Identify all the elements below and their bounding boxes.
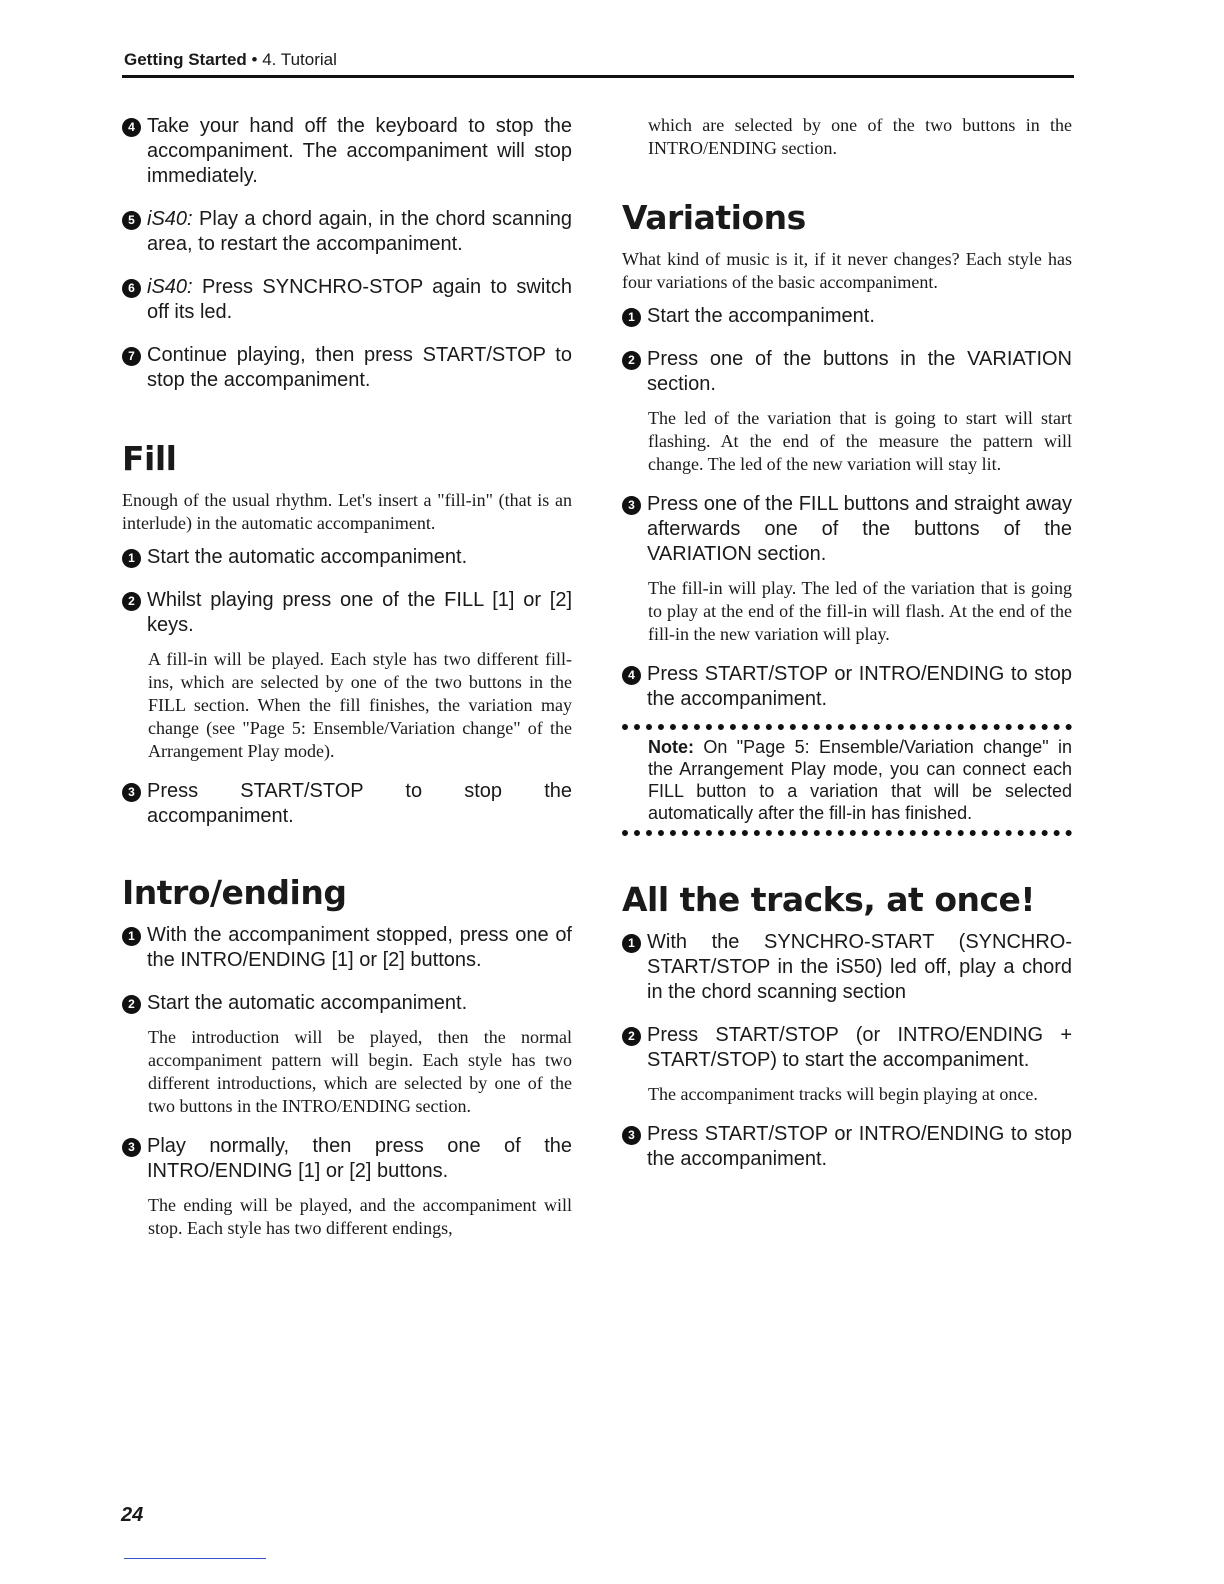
step-number-badge: 1 (122, 549, 141, 568)
all-tracks-step-1 (622, 930, 1072, 1005)
step-text: Press START/STOP or INTRO/ENDING to stop the accompaniment. (647, 663, 1072, 710)
step-text: Press one of the FILL buttons and straight away afterwards one of the buttons of the VARIATION section. (647, 493, 1072, 565)
step-6 (122, 275, 572, 325)
step-text: Start the automatic accompaniment. (147, 546, 468, 568)
step-number-badge: 4 (122, 118, 141, 137)
intro-ending-step-3-body: The ending will be played, and the accompaniment will stop. Each style has two different endings, (148, 1195, 572, 1238)
step-text: Press START/STOP to stop the accompaniment. (147, 780, 572, 827)
fill-intro: Enough of the usual rhythm. Let's insert a "fill-in" (that is an interlude) in the automatic accompaniment. (122, 490, 572, 533)
header-separator: • (251, 50, 258, 69)
variations-step-1 (622, 304, 1072, 329)
running-header (124, 48, 1072, 72)
fill-step-3 (122, 779, 572, 829)
step-text: With the accompaniment stopped, press one of the INTRO/ENDING [1] or [2] buttons. (147, 924, 572, 971)
intro-ending-step-1 (122, 923, 572, 973)
step-number-badge: 2 (622, 1027, 641, 1046)
step-number-badge: 6 (122, 279, 141, 298)
step-text: Whilst playing press one of the FILL [1] or [2] keys. (147, 589, 572, 636)
step-text: Press START/STOP or INTRO/ENDING to stop the accompaniment. (647, 1123, 1072, 1170)
all-tracks-step-2 (622, 1023, 1072, 1073)
step-number-badge: 1 (622, 934, 641, 953)
step-number-badge: 3 (122, 1138, 141, 1157)
intro-ending-step-2-body: The introduction will be played, then the normal accompaniment pattern will begin. Each style has two different introductions, which are selected by one of the two buttons in the INTRO/ENDING section. (148, 1027, 572, 1116)
variations-step-2-body: The led of the variation that is going to start will start flashing. At the end of the measure the pattern will change. The led of the new variation will stay lit. (648, 408, 1072, 474)
fill-step-1 (122, 545, 572, 570)
step-number-badge: 3 (622, 1126, 641, 1145)
fill-step-2-body: A fill-in will be played. Each style has two different fill-ins, which are selected by one of the two buttons in the FILL section. When the fill finishes, the variation may change (see "Page 5: Ensemble/Variation change" of the Arrangement Play mode). (148, 649, 572, 761)
note-box (622, 724, 1072, 836)
intro-ending-step-3 (122, 1134, 572, 1184)
step-number-badge: 5 (122, 211, 141, 230)
variations-heading: Variations (622, 198, 806, 237)
step-text (147, 207, 572, 257)
left-column (122, 114, 572, 1256)
variations-step-2 (622, 347, 1072, 397)
step-number-badge: 2 (122, 995, 141, 1014)
step-number-badge: 7 (122, 347, 141, 366)
step-text: Play normally, then press one of the INTRO/ENDING [1] or [2] buttons. (147, 1135, 572, 1182)
variations-step-3-body: The fill-in will play. The led of the variation that is going to play at the end of the fill-in will flash. At the end of the fill-in the new variation will play. (648, 578, 1072, 644)
step-number-badge: 2 (122, 592, 141, 611)
step-text: Start the accompaniment. (647, 305, 875, 327)
fill-heading: Fill (122, 439, 177, 478)
step-number-badge: 2 (622, 351, 641, 370)
all-tracks-heading: All the tracks, at once! (622, 880, 1035, 919)
note-label: Note: (648, 737, 694, 757)
fill-step-2 (122, 588, 572, 638)
model-label: iS40: (147, 208, 193, 230)
step-number-badge: 1 (622, 308, 641, 327)
page-number: 24 (121, 1504, 144, 1526)
step-text-body: Press SYNCHRO-STOP again to switch off its led. (147, 276, 572, 323)
step-number-badge: 4 (622, 666, 641, 685)
intro-ending-step-2 (122, 991, 572, 1016)
right-column (622, 114, 1072, 1190)
step-text: Press one of the buttons in the VARIATION section. (647, 348, 1072, 395)
variations-step-4 (622, 662, 1072, 712)
intro-ending-heading: Intro/ending (122, 873, 347, 912)
step-text: Take your hand off the keyboard to stop the accompaniment. The accompaniment will stop immediately. (147, 115, 572, 187)
header-section: Getting Started (124, 50, 247, 69)
step-text-body: Play a chord again, in the chord scanning area, to restart the accompaniment. (147, 208, 573, 255)
step-number-badge: 3 (122, 783, 141, 802)
step-number-badge: 3 (622, 496, 641, 515)
step-text: With the SYNCHRO-START (SYNCHRO-START/STOP in the iS50) led off, play a chord in the chord scanning section (647, 931, 1072, 1003)
step-text: Continue playing, then press START/STOP to stop the accompaniment. (147, 344, 572, 391)
step-5 (122, 207, 572, 257)
step-text (147, 275, 572, 325)
variations-intro: What kind of music is it, if it never changes? Each style has four variations of the basic accompaniment. (622, 249, 1072, 292)
all-tracks-step-2-body: The accompaniment tracks will begin playing at once. (648, 1084, 1038, 1104)
step-text: Start the automatic accompaniment. (147, 992, 468, 1014)
note-text: On "Page 5: Ensemble/Variation change" in the Arrangement Play mode, you can connect each FILL button to a variation that will be selected automatically after the fill-in has finished. (648, 737, 1072, 823)
all-tracks-step-3 (622, 1122, 1072, 1172)
header-rule (122, 75, 1074, 78)
step-7 (122, 343, 572, 393)
variations-step-3 (622, 492, 1072, 567)
header-chapter: 4. Tutorial (262, 50, 337, 69)
step-text: Press START/STOP (or INTRO/ENDING + START/STOP) to start the accompaniment. (647, 1024, 1072, 1071)
bottom-rule (124, 1558, 266, 1559)
model-label: iS40: (147, 276, 193, 298)
continued-text: which are selected by one of the two buttons in the INTRO/ENDING section. (648, 115, 1072, 158)
step-4 (122, 114, 572, 189)
step-number-badge: 1 (122, 927, 141, 946)
